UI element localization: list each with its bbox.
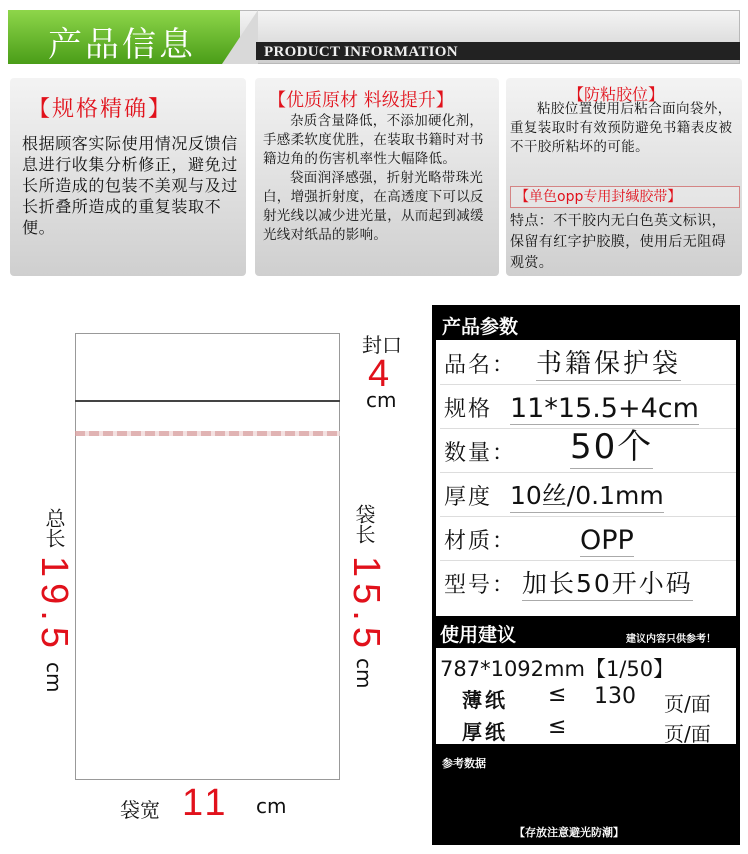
param-row-thickness bbox=[440, 472, 736, 517]
storage-note: 【存放注意避光防潮】 bbox=[514, 826, 624, 839]
bag-length-value: 15.5 bbox=[345, 556, 387, 654]
usage-thin-unit: 页/面 bbox=[664, 692, 711, 716]
feature-spec-body: 根据顾客实际使用情况反馈信息进行收集分析修正，避免过长所造成的包装不美观与及过长折叠所造成的重复装取不便。 bbox=[22, 134, 238, 237]
bag-width-unit: cm bbox=[256, 794, 287, 818]
feature-tape-body: 特点：不干胶内无白色英文标识，保留有红字护胶膜，使用后无阻碍观赏。 bbox=[510, 213, 726, 271]
page-subtitle: PRODUCT INFORMATION bbox=[264, 44, 458, 60]
usage-thick-label: 厚纸 bbox=[462, 720, 508, 744]
param-key: 规格 bbox=[444, 397, 493, 422]
usage-format: 787*1092mm【1/50】 bbox=[440, 657, 675, 681]
params-heading: 产品参数 bbox=[442, 316, 519, 338]
seal-unit: cm bbox=[366, 388, 397, 412]
seal-value: 4 bbox=[368, 353, 390, 395]
param-key: 品名： bbox=[444, 353, 517, 378]
feature-tape-title: 【单色opp专用封缄胶带】 bbox=[510, 186, 740, 208]
bag-length-unit: cm bbox=[352, 658, 376, 689]
usage-thick-sign: ≤ bbox=[548, 714, 567, 739]
total-length-unit: cm bbox=[42, 662, 66, 693]
param-key: 材质： bbox=[444, 529, 517, 554]
adhesive-strip bbox=[75, 431, 340, 436]
param-row-qty bbox=[440, 428, 736, 473]
usage-thin-value: 130 bbox=[594, 684, 636, 709]
bag-width-label: 袋宽 bbox=[120, 798, 160, 822]
usage-thin-label: 薄纸 bbox=[462, 688, 508, 712]
param-key: 数量： bbox=[444, 441, 517, 466]
param-value: 加长50开小码 bbox=[522, 564, 693, 601]
feature-material-title: 【优质原材 料级提升】 bbox=[268, 90, 454, 111]
feature-spec-title: 【规格精确】 bbox=[28, 97, 173, 122]
param-value: OPP bbox=[580, 525, 634, 556]
reference-data-label: 参考数据 bbox=[442, 757, 486, 770]
seal-fold-line bbox=[75, 400, 340, 402]
param-value: 书籍保护袋 bbox=[536, 343, 681, 381]
page-title: 产品信息 bbox=[48, 25, 196, 65]
usage-thin-sign: ≤ bbox=[548, 682, 567, 707]
usage-heading: 使用建议 bbox=[440, 624, 517, 646]
param-value: 50个 bbox=[570, 419, 653, 469]
total-length-label: 总长 bbox=[42, 508, 66, 548]
usage-thick-unit: 页/面 bbox=[664, 722, 711, 746]
feature-adhesive-title: 【防粘胶位】 bbox=[568, 85, 665, 104]
param-value: 11*15.5+4cm bbox=[510, 393, 699, 424]
bag-width-value: 11 bbox=[182, 782, 230, 824]
feature-material-para-2: 袋面润泽感强，折射光略带珠光白，增强折射度，在高透度下可以反射光线以减少进光量，从而起到减缓光线对纸品的影响。 bbox=[263, 170, 484, 243]
param-row-model bbox=[440, 560, 736, 604]
param-row-material bbox=[440, 516, 736, 561]
param-row-name bbox=[440, 340, 736, 385]
seal-label: 封口 bbox=[362, 333, 402, 357]
feature-adhesive-body: 粘胶位置使用后粘合面向袋外，重复装取时有效预防避免书籍表皮被不干胶所粘坏的可能。 bbox=[510, 101, 733, 155]
total-length-value: 19.5 bbox=[33, 556, 75, 654]
bag-length-label: 袋长 bbox=[352, 504, 376, 544]
param-value: 10丝/0.1mm bbox=[510, 476, 664, 513]
feature-material-para-1: 杂质含量降低，不添加硬化剂，手感柔软度优胜，在装取书籍时对书籍边角的伤害机率性大幅降低。 bbox=[263, 113, 484, 167]
param-key: 厚度 bbox=[444, 485, 493, 510]
param-key: 型号： bbox=[444, 573, 517, 598]
feature-material-body bbox=[263, 112, 495, 245]
usage-note: 建议内容只供参考！ bbox=[626, 634, 716, 645]
